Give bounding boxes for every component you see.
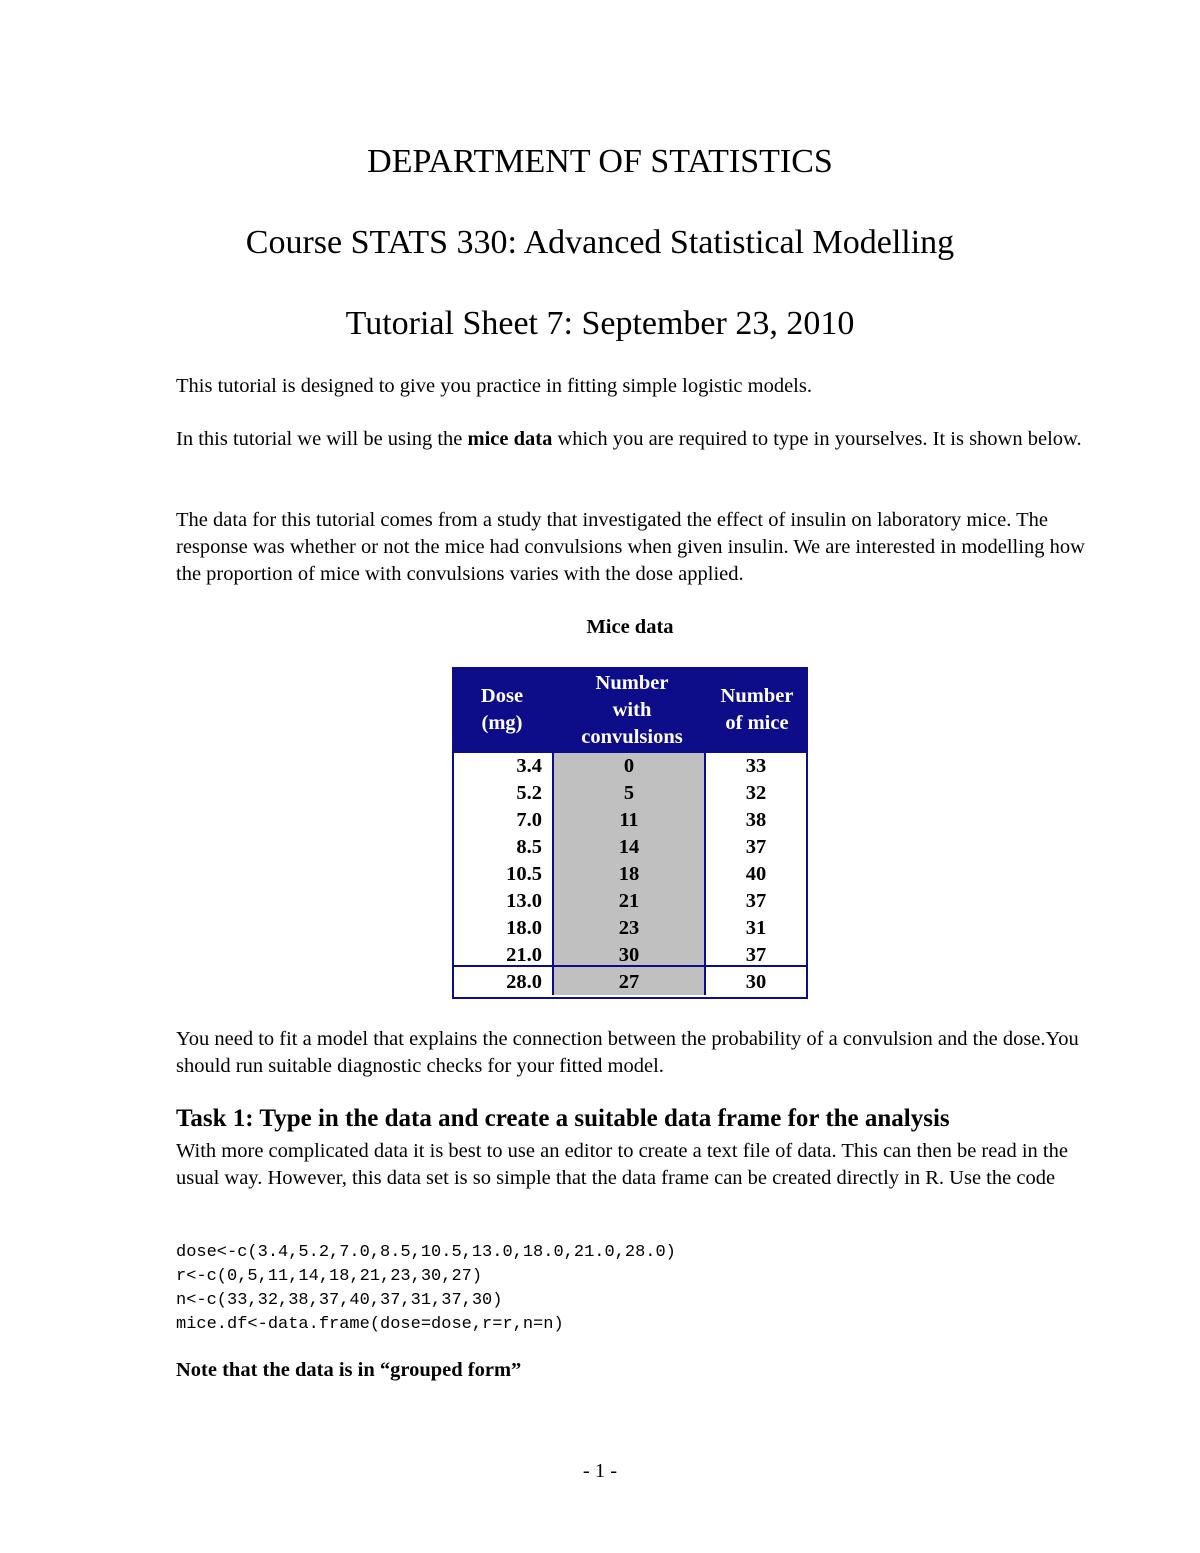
code-line: dose<-c(3.4,5.2,7.0,8.5,10.5,13.0,18.0,21.0,28.0) xyxy=(176,1243,676,1262)
intro-p2-pre: In this tutorial we will be using the xyxy=(176,428,468,450)
table-header xyxy=(452,667,808,753)
cell-convulsions: 0 xyxy=(623,755,635,777)
header-mice xyxy=(706,683,808,737)
cell-convulsions: 14 xyxy=(618,836,640,858)
cell-dose: 10.5 xyxy=(506,863,542,885)
table-row xyxy=(452,780,808,807)
header-dose-line-1: Dose xyxy=(480,685,524,707)
cell-dose: 5.2 xyxy=(516,782,542,804)
cell-mice: 40 xyxy=(745,863,767,885)
intro-p2-post: which you are required to type in yourselves. It is shown below. xyxy=(552,428,1082,450)
code-line: n<-c(33,32,38,37,40,37,31,37,30) xyxy=(176,1291,503,1310)
cell-dose: 8.5 xyxy=(516,836,542,858)
cell-dose: 13.0 xyxy=(506,890,542,912)
cell-mice: 37 xyxy=(745,890,767,912)
code-line: mice.df<-data.frame(dose=dose,r=r,n=n) xyxy=(176,1315,564,1334)
header-conv-line-1: Number xyxy=(595,672,669,694)
cell-convulsions: 11 xyxy=(619,809,639,831)
department-title: DEPARTMENT OF STATISTICS xyxy=(367,143,833,180)
model-paragraph: You need to fit a model that explains the connection between the probability of a convulsion and the dose.You should run suitable diagnostic checks for your fitted model. xyxy=(176,1028,1079,1077)
header-conv-line-2: with xyxy=(612,699,652,721)
cell-dose: 28.0 xyxy=(506,971,542,993)
cell-dose: 18.0 xyxy=(506,917,542,939)
cell-convulsions: 21 xyxy=(618,890,640,912)
intro-paragraph-3: The data for this tutorial comes from a study that investigated the effect of insulin on laboratory mice. The response was whether or not the mice had convulsions when given insulin. We are interested in modelling how the proportion of mice with convulsions varies with the dose applied. xyxy=(176,509,1085,585)
intro-paragraph-1: This tutorial is designed to give you practice in fitting simple logistic models. xyxy=(176,375,812,397)
header-convulsions xyxy=(560,670,704,751)
page-number: - 1 - xyxy=(582,1460,618,1482)
tutorial-title: Tutorial Sheet 7: September 23, 2010 xyxy=(345,305,855,342)
task-1-paragraph: With more complicated data it is best to use an editor to create a text file of data. This can then be read in the usual way. However, this data set is so simple that the data frame can be created directly in R. Use the code xyxy=(176,1140,1068,1189)
table-row xyxy=(452,888,808,915)
table-row xyxy=(452,942,808,969)
cell-mice: 37 xyxy=(745,944,767,966)
table-row xyxy=(452,861,808,888)
table-row xyxy=(452,834,808,861)
cell-mice: 32 xyxy=(745,782,767,804)
header-dose xyxy=(452,683,552,737)
header-mice-line-2: of mice xyxy=(725,712,789,734)
header-mice-line-1: Number xyxy=(720,685,794,707)
cell-convulsions: 23 xyxy=(618,917,640,939)
cell-mice: 33 xyxy=(745,755,767,777)
header-conv-line-3: convulsions xyxy=(581,726,683,748)
cell-dose: 7.0 xyxy=(516,809,542,831)
table-row xyxy=(452,915,808,942)
cell-mice: 38 xyxy=(745,809,767,831)
header-dose-line-2: (mg) xyxy=(481,712,523,734)
cell-convulsions: 18 xyxy=(618,863,640,885)
table-row xyxy=(452,807,808,834)
cell-dose: 21.0 xyxy=(506,944,542,966)
cell-convulsions: 27 xyxy=(618,971,640,993)
task-1-heading: Task 1: Type in the data and create a suitable data frame for the analysis xyxy=(176,1105,950,1132)
intro-paragraph-2 xyxy=(176,426,1086,453)
cell-dose: 3.4 xyxy=(516,755,542,777)
code-line: r<-c(0,5,11,14,18,21,23,30,27) xyxy=(176,1267,483,1286)
table-row xyxy=(452,753,808,780)
table-caption: Mice data xyxy=(586,616,674,638)
cell-convulsions: 30 xyxy=(618,944,640,966)
cell-mice: 37 xyxy=(745,836,767,858)
grouped-form-note: Note that the data is in “grouped form” xyxy=(176,1359,522,1381)
code-block xyxy=(176,1241,676,1337)
cell-mice: 31 xyxy=(745,917,767,939)
course-title: Course STATS 330: Advanced Statistical Modelling xyxy=(245,224,955,261)
cell-mice: 30 xyxy=(745,971,767,993)
mice-data-table xyxy=(452,667,808,997)
table-row xyxy=(452,969,808,996)
mice-data-emphasis: mice data xyxy=(467,428,553,450)
cell-convulsions: 5 xyxy=(623,782,635,804)
